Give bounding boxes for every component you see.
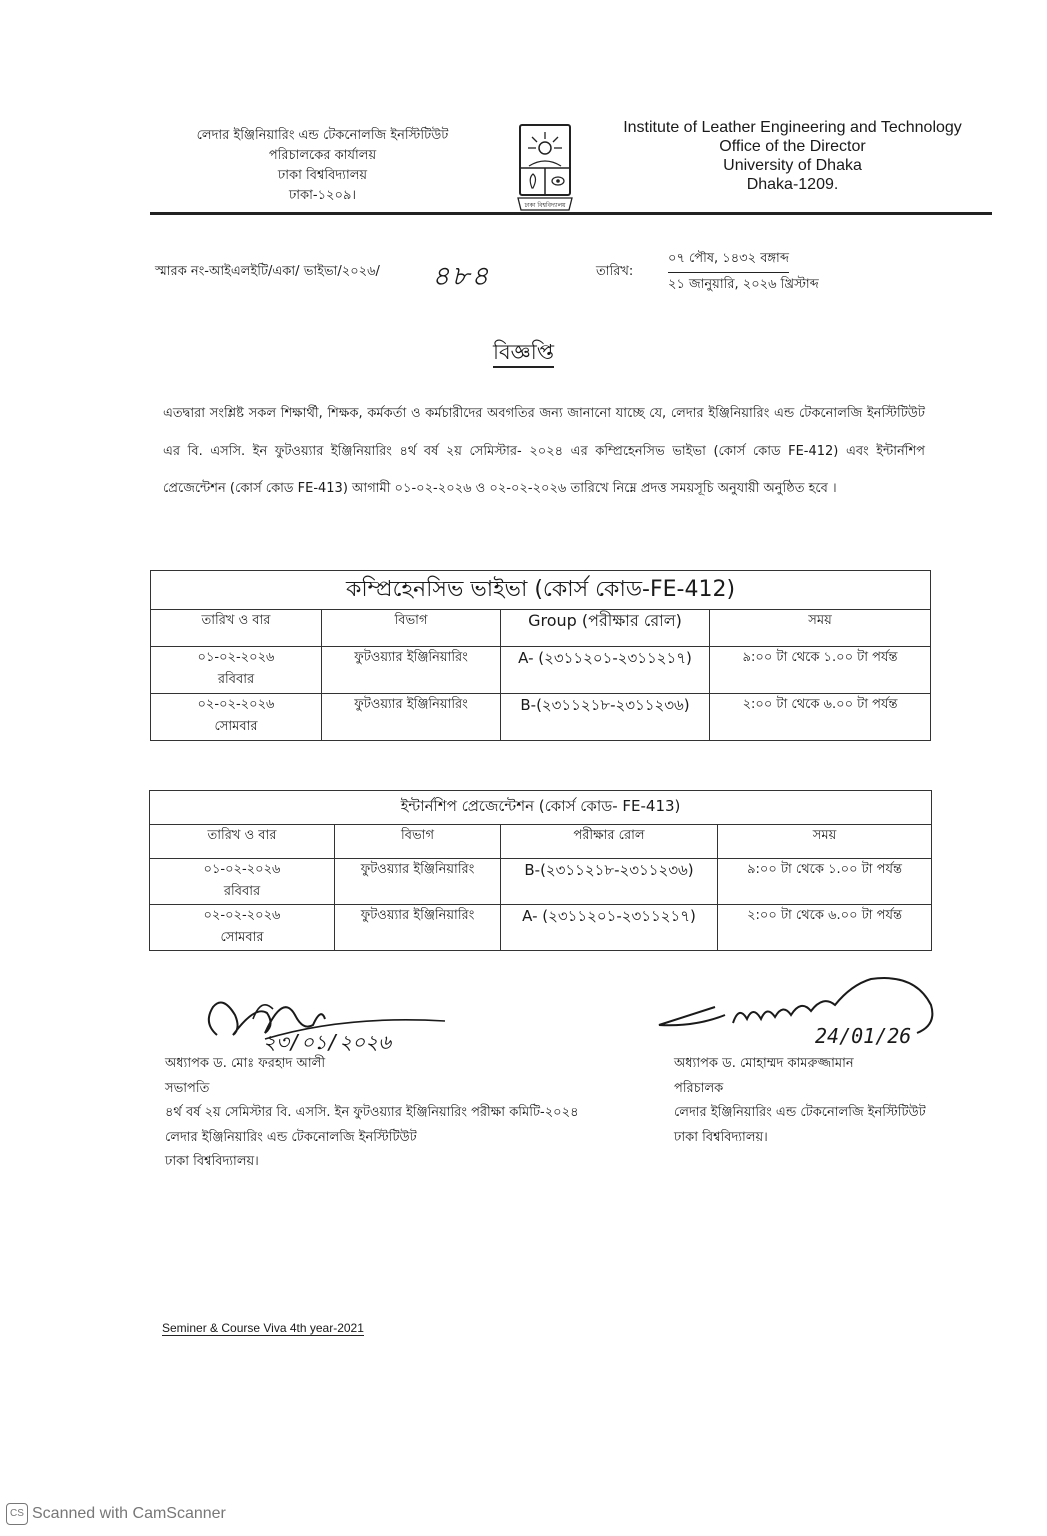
row-time: ৯:০০ টা থেকে ১.০০ টা পর্যন্ত xyxy=(710,647,931,694)
row-roll: B-(২৩১১২১৮-২৩১১২৩৬) xyxy=(501,694,710,741)
header-bn-line: ঢাকা বিশ্ববিদ্যালয় xyxy=(277,168,368,183)
internship-table-title: ইন্টার্নশিপ প্রেজেন্টেশন (কোর্স কোড- FE-413) xyxy=(150,791,932,825)
row-dept: ফুটওয়্যার ইঞ্জিনিয়ারিং xyxy=(322,694,501,741)
viva-header-group: Group (পরীক্ষার রোল) xyxy=(501,610,710,647)
row-roll: B-(২৩১১২১৮-২৩১১২৩৬) xyxy=(501,859,718,905)
internship-header-time: সময় xyxy=(718,825,932,859)
camscanner-text: Scanned with CamScanner xyxy=(32,1505,226,1523)
table-row xyxy=(150,905,932,951)
right-signature-date: 24/01/26 xyxy=(815,1024,912,1048)
internship-schedule-table xyxy=(149,790,932,951)
header-en-line: Office of the Director xyxy=(719,138,866,155)
header-english xyxy=(600,118,985,194)
viva-table-title: কম্প্রিহেনসিভ ভাইভা (কোর্স কোড-FE-412) xyxy=(151,571,931,610)
table-row xyxy=(151,694,931,741)
header-en-line: Institute of Leather Engineering and Technology xyxy=(623,119,962,136)
header-en-line: University of Dhaka xyxy=(723,157,862,174)
date-gregorian: ২১ জানুয়ারি, ২০২৬ খ্রিস্টাব্দ xyxy=(668,277,819,292)
row-dept: ফুটওয়্যার ইঞ্জিনিয়ারিং xyxy=(322,647,501,694)
footer-note: Seminer & Course Viva 4th year-2021 xyxy=(162,1321,364,1335)
header-bn-line: ঢাকা-১২০৯। xyxy=(288,188,357,203)
row-time: ৯:০০ টা থেকে ১.০০ টা পর্যন্ত xyxy=(718,859,932,905)
memo-label: স্মারক নং-আইএলইটি/একা/ ভাইভা/২০২৬/ xyxy=(155,264,380,279)
viva-schedule-table xyxy=(150,570,931,741)
internship-header-roll: পরীক্ষার রোল xyxy=(501,825,718,859)
notice-title xyxy=(0,336,1047,371)
signatory-line: পরিচালক xyxy=(674,1080,724,1096)
row-dept: ফুটওয়্যার ইঞ্জিনিয়ারিং xyxy=(335,905,501,951)
left-signature-date: ২৩/০১/২০২৬ xyxy=(263,1030,392,1054)
row-date-cell xyxy=(150,905,335,951)
logo-caption: ঢাকা বিশ্ববিদ্যালয় xyxy=(524,202,566,209)
row-roll: A- (২৩১১২০১-২৩১১২১৭) xyxy=(501,905,718,951)
row-date: ০১-০২-২০২৬ xyxy=(197,650,275,665)
signatory-line: লেদার ইঞ্জিনিয়ারিং এন্ড টেকনোলজি ইনস্টিটিউট xyxy=(674,1105,926,1120)
viva-header-dept: বিভাগ xyxy=(322,610,501,647)
date-block xyxy=(668,247,819,297)
header-en-line: Dhaka-1209. xyxy=(746,176,839,193)
table-row xyxy=(151,647,931,694)
date-bangla: ০৭ পৌষ, ১৪৩২ বঙ্গাব্দ xyxy=(668,247,789,273)
university-logo xyxy=(516,122,574,214)
left-signatory xyxy=(165,1052,579,1175)
viva-header-time: সময় xyxy=(710,610,931,647)
row-time: ২:০০ টা থেকে ৬.০০ টা পর্যন্ত xyxy=(718,905,932,951)
signatory-line: সভাপতি xyxy=(165,1080,210,1096)
row-date-cell xyxy=(150,859,335,905)
date-label: তারিখ: xyxy=(596,264,634,279)
viva-header-date: তারিখ ও বার xyxy=(151,610,322,647)
header-bangla xyxy=(150,126,495,206)
row-day: রবিবার xyxy=(223,884,261,899)
camscanner-icon: CS xyxy=(6,1503,28,1525)
signatory-line: লেদার ইঞ্জিনিয়ারিং এন্ড টেকনোলজি ইনস্টিটিউট xyxy=(165,1129,417,1145)
row-date: ০২-০২-২০২৬ xyxy=(203,908,281,923)
header-bn-line: লেদার ইঞ্জিনিয়ারিং এন্ড টেকনোলজি ইনস্টিটিউট xyxy=(196,128,449,143)
row-day: সোমবার xyxy=(220,930,264,945)
notice-title-text: বিজ্ঞপ্তি xyxy=(493,340,554,368)
row-date-cell xyxy=(151,694,322,741)
row-day: সোমবার xyxy=(214,719,258,734)
row-date: ০১-০২-২০২৬ xyxy=(203,862,281,877)
memo-number: ৪৮৪ xyxy=(432,261,491,292)
row-day: রবিবার xyxy=(217,672,255,687)
row-time: ২:০০ টা থেকে ৬.০০ টা পর্যন্ত xyxy=(710,694,931,741)
signatory-line: অধ্যাপক ড. মোহাম্মদ কামরুজ্জামান xyxy=(674,1056,854,1071)
row-roll: A- (২৩১১২০১-২৩১১২১৭) xyxy=(501,647,710,694)
university-seal-icon xyxy=(516,122,574,214)
table-row xyxy=(150,859,932,905)
signatory-line: অধ্যাপক ড. মোঃ ফরহাদ আলী xyxy=(165,1056,326,1071)
row-date: ০২-০২-২০২৬ xyxy=(197,697,275,712)
right-signatory xyxy=(674,1052,926,1150)
left-signature xyxy=(195,985,455,1055)
internship-header-dept: বিভাগ xyxy=(335,825,501,859)
header-divider xyxy=(150,212,992,215)
right-signature xyxy=(655,975,945,1050)
signatory-line: ঢাকা বিশ্ববিদ্যালয়। xyxy=(674,1129,768,1145)
header-bn-line: পরিচালকের কার্যালয় xyxy=(268,148,377,163)
row-date-cell xyxy=(151,647,322,694)
camscanner-watermark xyxy=(6,1503,226,1525)
notice-body: এতদ্বারা সংশ্লিষ্ট সকল শিক্ষার্থী, শিক্ষক, কর্মকর্তা ও কর্মচারীদের অবগতির জন্য জানানো যাচ্ছে যে, লেদার ইঞ্জিনিয়ারিং এন্ড টেকনোলজি ইনস্টিটিউট এর বি. এসসি. ইন ফুটওয়্যার ইঞ্জিনিয়ারিং ৪র্থ বর্ষ ২য় সেমিস্টার- ২০২৪ এর কম্প্রিহেনসিভ ভাইভা (কোর্স কোড FE-412) এবং ইন্টার্নশিপ প্রেজেন্টেশন (কোর্স কোড FE-413) আগামী ০১-০২-২০২৬ ও ০২-০২-২০২৬ তারিখে নিম্নে প্রদত্ত সময়সূচি অনুযায়ী অনুষ্ঠিত হবে । xyxy=(163,406,925,496)
row-dept: ফুটওয়্যার ইঞ্জিনিয়ারিং xyxy=(335,859,501,905)
signatory-line: ৪র্থ বর্ষ ২য় সেমিস্টার বি. এসসি. ইন ফুটওয়্যার ইঞ্জিনিয়ারিং পরীক্ষা কমিটি-২০২৪ xyxy=(165,1105,579,1120)
signatory-line: ঢাকা বিশ্ববিদ্যালয়। xyxy=(165,1154,259,1169)
internship-header-date: তারিখ ও বার xyxy=(150,825,335,859)
